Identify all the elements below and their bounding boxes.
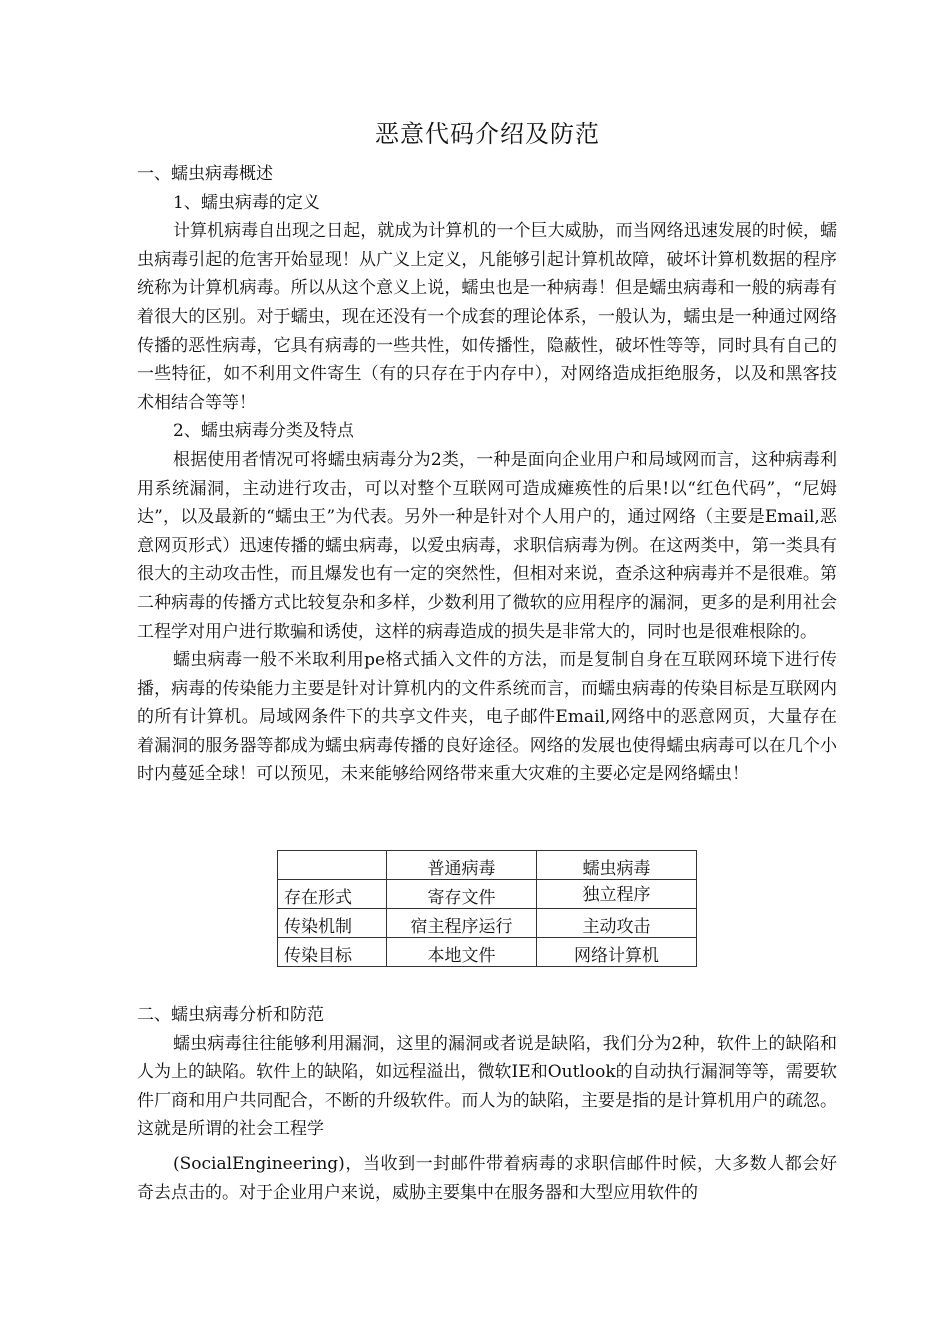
table-header-cell: 普通病毒 <box>387 851 537 880</box>
table-header-cell <box>278 851 387 880</box>
table-cell: 传染机制 <box>278 909 387 938</box>
table-cell: 主动攻击 <box>537 909 697 938</box>
paragraph-classification: 根据使用者情况可将蠕虫病毒分为2类，一种是面向企业用户和局域网而言，这种病毒利用系统漏洞，主动进行攻击，可以对整个互联网可造成瘫痪性的后果!以“红色代码”，“尼姆达”，以及最新的“蠕虫王”为代表。另外一种是针对个人用户的，通过网络（主要是Email,恶意网页形式）迅速传播的蠕虫病毒，以爱虫病毒，求职信病毒为例。在这两类中，第一类具有很大的主动攻击性，而且爆发也有一定的突然性，但相对来说，查杀这种病毒并不是很难。第二种病毒的传播方式比较复杂和多样，少数利用了微软的应用程序的漏洞，更多的是利用社会工程学对用户进行欺骗和诱使，这样的病毒造成的损失是非常大的，同时也是很难根除的。 <box>137 449 837 642</box>
paragraph-social-engineering: (SocialEngineering)，当收到一封邮件带着病毒的求职信邮件时候，大多数人都会好奇去点击的。对于企业用户来说，威胁主要集中在服务器和大型应用软件的 <box>137 1153 837 1203</box>
comparison-table-wrapper <box>277 850 697 967</box>
table-cell: 本地文件 <box>387 938 537 967</box>
table-row <box>278 909 697 938</box>
table-cell: 传染目标 <box>278 938 387 967</box>
table-cell: 独立程序 <box>537 880 697 909</box>
table-row <box>278 880 697 909</box>
section-1-heading: 一、蠕虫病毒概述 <box>137 164 273 184</box>
subsection-2-heading: 2、蠕虫病毒分类及特点 <box>173 421 354 442</box>
section-2-heading: 二、蠕虫病毒分析和防范 <box>137 1005 324 1025</box>
table-header-row <box>278 851 697 880</box>
comparison-table <box>277 850 697 967</box>
table-cell: 宿主程序运行 <box>387 909 537 938</box>
paragraph-definition: 计算机病毒自出现之日起，就成为计算机的一个巨大威胁，而当网络迅速发展的时候，蠕虫病毒引起的危害开始显现！从广义上定义，凡能够引起计算机故障，破坏计算机数据的程序统称为计算机病毒。所以从这个意义上说，蠕虫也是一种病毒！但是蠕虫病毒和一般的病毒有着很大的区别。对于蠕虫，现在还没有一个成套的理论体系，一般认为，蠕虫是一种通过网络传播的恶性病毒，它具有病毒的一些共性，如传播性，隐蔽性，破坏性等等，同时具有自己的一些特征，如不利用文件寄生（有的只存在于内存中），对网络造成拒绝服务，以及和黑客技术相结合等等！ <box>137 221 837 413</box>
paragraph-vulnerabilities: 蠕虫病毒往往能够利用漏洞，这里的漏洞或者说是缺陷，我们分为2种，软件上的缺陷和人为上的缺陷。软件上的缺陷，如远程溢出，微软IE和Outlook的自动执行漏洞等等，需要软件厂商和用户共同配合，不断的升级软件。而人为的缺陷，主要是指的是计算机用户的疏忽。这就是所谓的社会工程学 <box>137 1033 837 1140</box>
page-title: 恶意代码介绍及防范 <box>375 120 600 148</box>
paragraph-propagation: 蠕虫病毒一般不米取利用pe格式插入文件的方法，而是复制自身在互联网环境下进行传播，病毒的传染能力主要是针对计算机内的文件系统而言，而蠕虫病毒的传染目标是互联网内的所有计算机。局域网条件下的共享文件夹，电子邮件Email,网络中的恶意网页，大量存在着漏洞的服务器等都成为蠕虫病毒传播的良好途径。网络的发展也使得蠕虫病毒可以在几个小时内蔓延全球！可以预见，未来能够给网络带来重大灾难的主要必定是网络蠕虫！ <box>137 650 837 785</box>
section-2 <box>137 1001 837 1207</box>
table-cell: 网络计算机 <box>537 938 697 967</box>
table-cell: 寄存文件 <box>387 880 537 909</box>
table-cell: 存在形式 <box>278 880 387 909</box>
subsection-1-heading: 1、蠕虫病毒的定义 <box>173 192 320 213</box>
section-1 <box>137 160 837 789</box>
table-header-cell: 蠕虫病毒 <box>537 851 697 880</box>
table-row <box>278 938 697 967</box>
